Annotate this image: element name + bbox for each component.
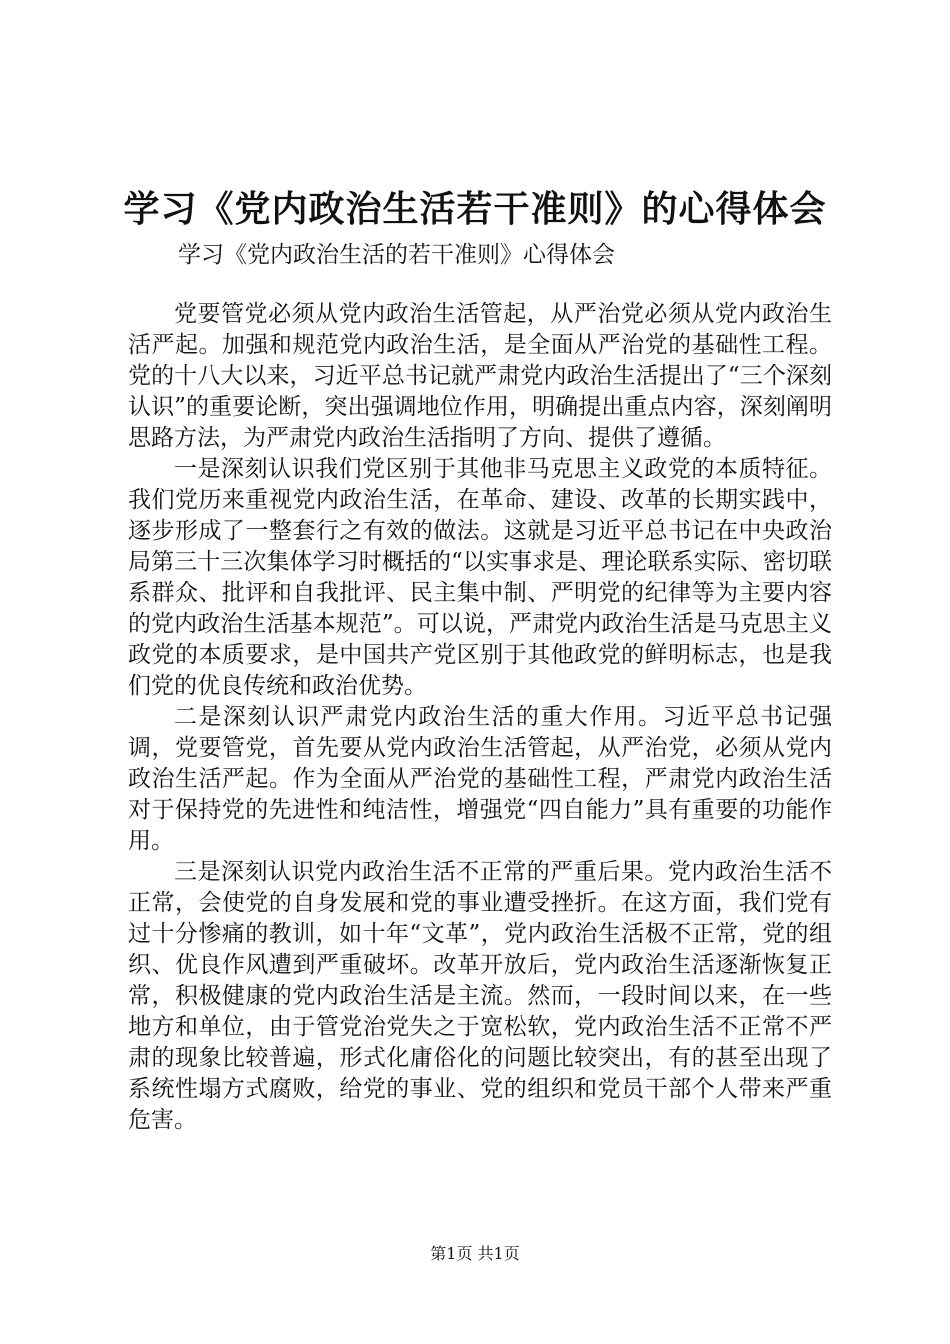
document-subtitle: 学习《党内政治生活的若干准则》心得体会 <box>178 242 615 268</box>
document-title: 学习《党内政治生活若干准则》的心得体会 <box>123 188 827 230</box>
paragraph-point-two: 二是深刻认识严肃党内政治生活的重大作用。习近平总书记强调，党要管党，首先要从党内政治生活管起，从严治党，必须从党内政治生活严起。作为全面从严治党的基础性工程，严肃党内政治生活对于保持党的先进性和纯洁性，增强党“四自能力”具有重要的功能作用。 <box>128 704 832 854</box>
paragraph-point-one: 一是深刻认识我们党区别于其他非马克思主义政党的本质特征。我们党历来重视党内政治生活，在革命、建设、改革的长期实践中，逐步形成了一整套行之有效的做法。这就是习近平总书记在中央政治局第三十三次集体学习时概括的“以实事求是、理论联系实际、密切联系群众、批评和自我批评、民主集中制、严明党的纪律等为主要内容的党内政治生活基本规范”。可以说，严肃党内政治生活是马克思主义政党的本质要求，是中国共产党区别于其他政党的鲜明标志，也是我们党的优良传统和政治优势。 <box>128 456 832 699</box>
document-body <box>128 299 832 1136</box>
paragraph-point-three: 三是深刻认识党内政治生活不正常的严重后果。党内政治生活不正常，会使党的自身发展和党的事业遭受挫折。在这方面，我们党有过十分惨痛的教训，如十年“文革”，党内政治生活极不正常，党的组织、优良作风遭到严重破坏。改革开放后，党内政治生活逐渐恢复正常，积极健康的党内政治生活是主流。然而，一段时间以来，在一些地方和单位，由于管党治党失之于宽松软，党内政治生活不正常不严肃的现象比较普遍，形式化庸俗化的问题比较突出，有的甚至出现了系统性塌方式腐败，给党的事业、党的组织和党员干部个人带来严重危害。 <box>128 859 832 1133</box>
page-number-footer: 第1页 共1页 <box>430 1244 520 1263</box>
paragraph-intro: 党要管党必须从党内政治生活管起，从严治党必须从党内政治生活严起。加强和规范党内政治生活，是全面从严治党的基础性工程。党的十八大以来，习近平总书记就严肃党内政治生活提出了“三个深刻认识”的重要论断，突出强调地位作用，明确提出重点内容，深刻阐明思路方法，为严肃党内政治生活指明了方向、提供了遵循。 <box>128 301 832 451</box>
